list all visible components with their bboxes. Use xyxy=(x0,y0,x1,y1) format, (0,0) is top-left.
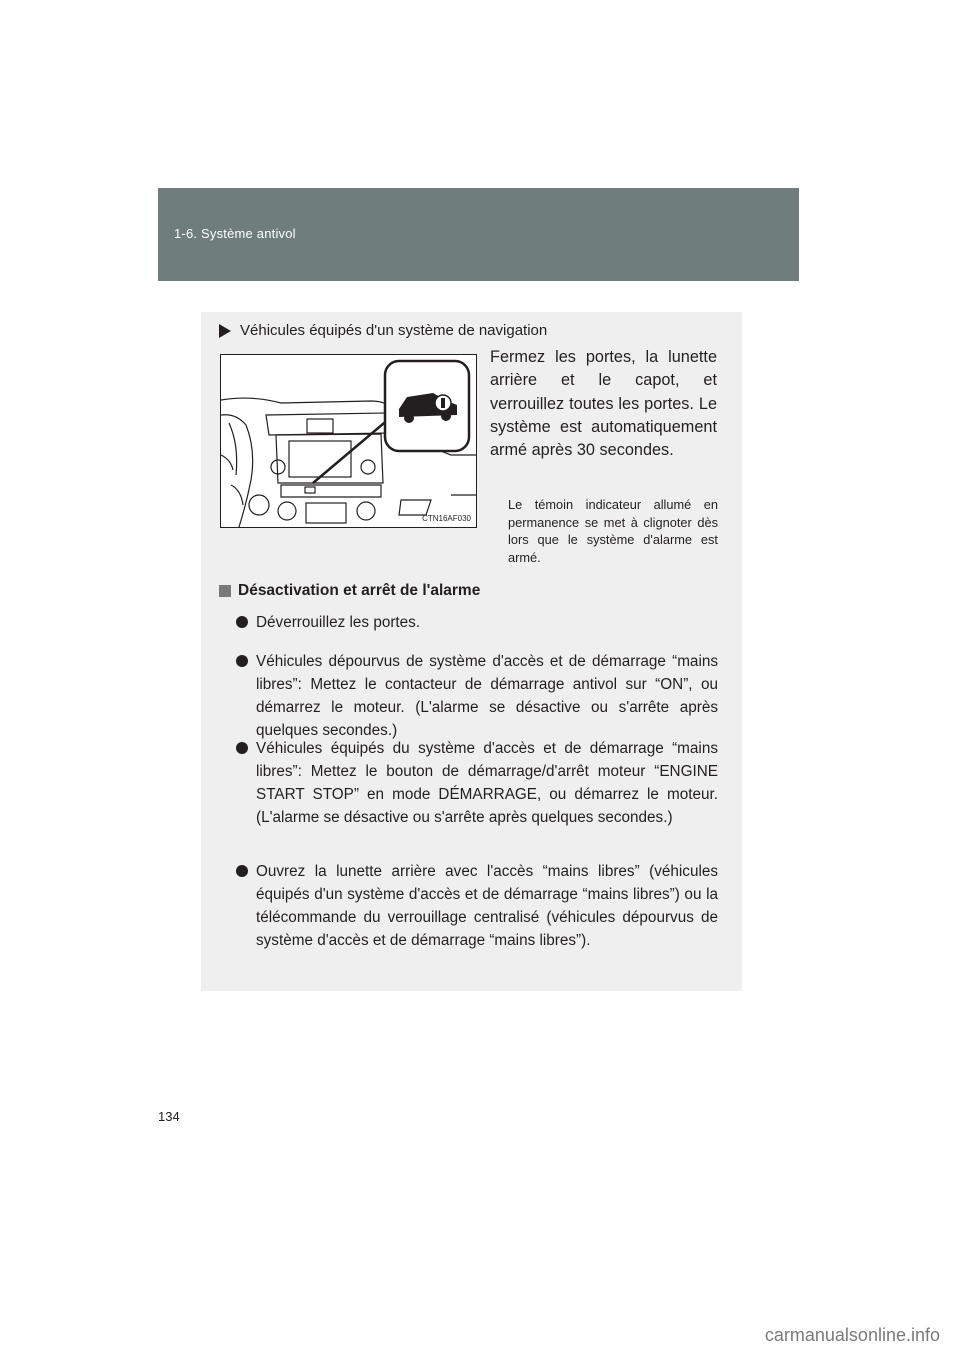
watermark: carmanualsonline.info xyxy=(764,1325,940,1345)
indicator-note: Le témoin indicateur allumé en permanence se met à clignoter dès lors que le système d'alarme est armé. xyxy=(508,497,718,565)
section-heading xyxy=(219,582,480,600)
content-panel xyxy=(201,312,742,991)
list-item xyxy=(236,737,718,829)
list-item-text: Ouvrez la lunette arrière avec l'accès “mains libres” (véhicules équipés d'un système d'accès et de démarrage “mains libres”) ou la télécommande du verrouillage centralisé (véhicules dépourvus de système d'accès et de démarrage “mains libres”). xyxy=(256,863,718,949)
instruction-text: Fermez les portes, la lunette arrière et le capot, et verrouillez toutes les portes. Le système est automatiquement armé après 30 secondes. xyxy=(490,348,717,460)
subheading xyxy=(219,322,547,339)
list-item-text: Véhicules équipés du système d'accès et de démarrage “mains libres”: Mettez le bouton de démarrage/d'arrêt moteur “ENGINE START STOP” en mode DÉMARRAGE, ou démarrez le moteur. (L'alarme se désactive ou s'arrête après quelques secondes.) xyxy=(256,740,718,826)
list-item-text: Déverrouillez les portes. xyxy=(256,614,421,631)
triangle-bullet-icon xyxy=(219,324,231,338)
bullet-dot-icon xyxy=(236,742,248,754)
list-item-text: Véhicules dépourvus de système d'accès et de démarrage “mains libres”: Mettez le contacteur de démarrage antivol sur “ON”, ou démarrez le moteur. (L'alarme se désactive ou s'arrête après quelques secondes.) xyxy=(256,653,718,739)
illustration-code: CTN16AF030 xyxy=(422,514,471,523)
list-item xyxy=(236,650,718,742)
list-item xyxy=(236,611,718,634)
square-bullet-icon xyxy=(219,585,231,597)
page-number: 134 xyxy=(158,1109,180,1124)
subheading-text: Véhicules équipés d'un système de navigation xyxy=(240,322,548,339)
section-title: 1-6. Système antivol xyxy=(174,226,296,241)
bullet-dot-icon xyxy=(236,655,248,667)
dashboard-drawing xyxy=(221,355,476,527)
dashboard-illustration xyxy=(220,354,477,528)
list-item xyxy=(236,860,718,952)
bullet-dot-icon xyxy=(236,616,248,628)
section-heading-text: Désactivation et arrêt de l'alarme xyxy=(238,582,481,599)
section-header-band xyxy=(158,188,799,281)
bullet-dot-icon xyxy=(236,865,248,877)
